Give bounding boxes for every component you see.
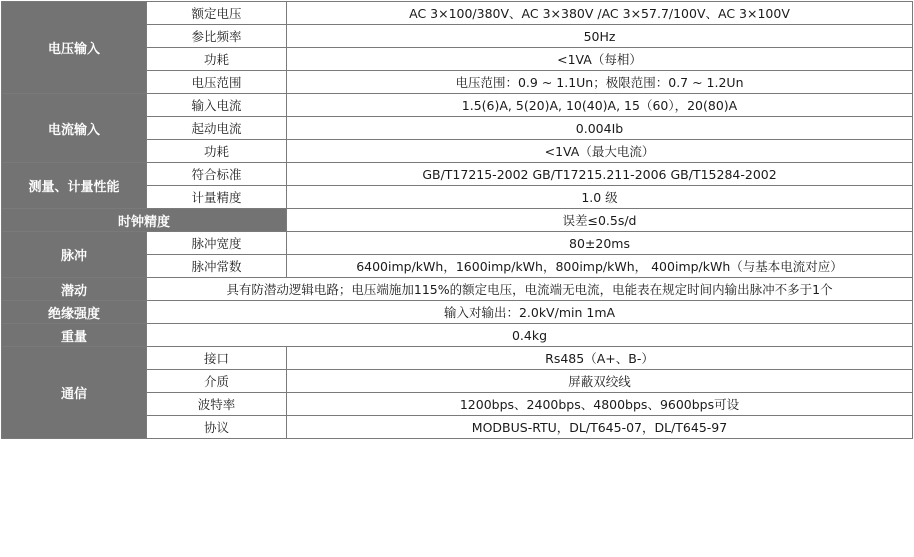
row-value: <1VA（最大电流） [287,140,913,163]
row-value: Rs485（A+、B-） [287,347,913,370]
table-row [2,278,913,301]
row-label: 起动电流 [147,117,287,140]
row-label: 计量精度 [147,186,287,209]
table-row [2,209,913,232]
row-value: 电压范围：0.9 ~ 1.1Un；极限范围：0.7 ~ 1.2Un [287,71,913,94]
row-label: 功耗 [147,140,287,163]
table-row [2,347,913,370]
category-insulation-strength: 绝缘强度 [2,301,147,324]
row-label: 参比频率 [147,25,287,48]
table-row [2,324,913,347]
row-value: <1VA（每相） [287,48,913,71]
row-value: 1200bps、2400bps、4800bps、9600bps可设 [287,393,913,416]
row-value: 1.5(6)A, 5(20)A, 10(40)A, 15（60），20(80)A [287,94,913,117]
row-value: 输入对输出：2.0kV/min 1mA [147,301,913,324]
row-label: 额定电压 [147,2,287,25]
row-value: 0.004Ib [287,117,913,140]
row-value: 6400imp/kWh，1600imp/kWh，800imp/kWh， 400imp/kWh（与基本电流对应） [287,255,913,278]
category-clock-accuracy: 时钟精度 [2,209,287,232]
category-metering-performance: 测量、计量性能 [2,163,147,209]
category-communication: 通信 [2,347,147,439]
category-current-input: 电流输入 [2,94,147,163]
row-label: 功耗 [147,48,287,71]
row-label: 波特率 [147,393,287,416]
row-value: 误差≤0.5s/d [287,209,913,232]
table-row [2,301,913,324]
row-value: 50Hz [287,25,913,48]
row-label: 符合标准 [147,163,287,186]
table-row [2,232,913,255]
table-row [2,94,913,117]
category-weight: 重量 [2,324,147,347]
row-value: 1.0 级 [287,186,913,209]
row-value: 80±20ms [287,232,913,255]
table-row [2,2,913,25]
row-label: 电压范围 [147,71,287,94]
row-label: 脉冲宽度 [147,232,287,255]
row-label: 介质 [147,370,287,393]
row-label: 脉冲常数 [147,255,287,278]
row-label: 输入电流 [147,94,287,117]
row-value: 具有防潜动逻辑电路；电压端施加115%的额定电压，电流端无电流，电能表在规定时间内输出脉冲不多于1个 [147,278,913,301]
row-label: 接口 [147,347,287,370]
row-value: 0.4kg [147,324,913,347]
row-value: 屏蔽双绞线 [287,370,913,393]
category-creep: 潜动 [2,278,147,301]
row-value: GB/T17215-2002 GB/T17215.211-2006 GB/T15284-2002 [287,163,913,186]
table-row [2,163,913,186]
row-value: MODBUS-RTU，DL/T645-07，DL/T645-97 [287,416,913,439]
category-voltage-input: 电压输入 [2,2,147,94]
row-value: AC 3×100/380V、AC 3×380V /AC 3×57.7/100V、AC 3×100V [287,2,913,25]
spec-table [1,1,913,439]
row-label: 协议 [147,416,287,439]
category-pulse: 脉冲 [2,232,147,278]
